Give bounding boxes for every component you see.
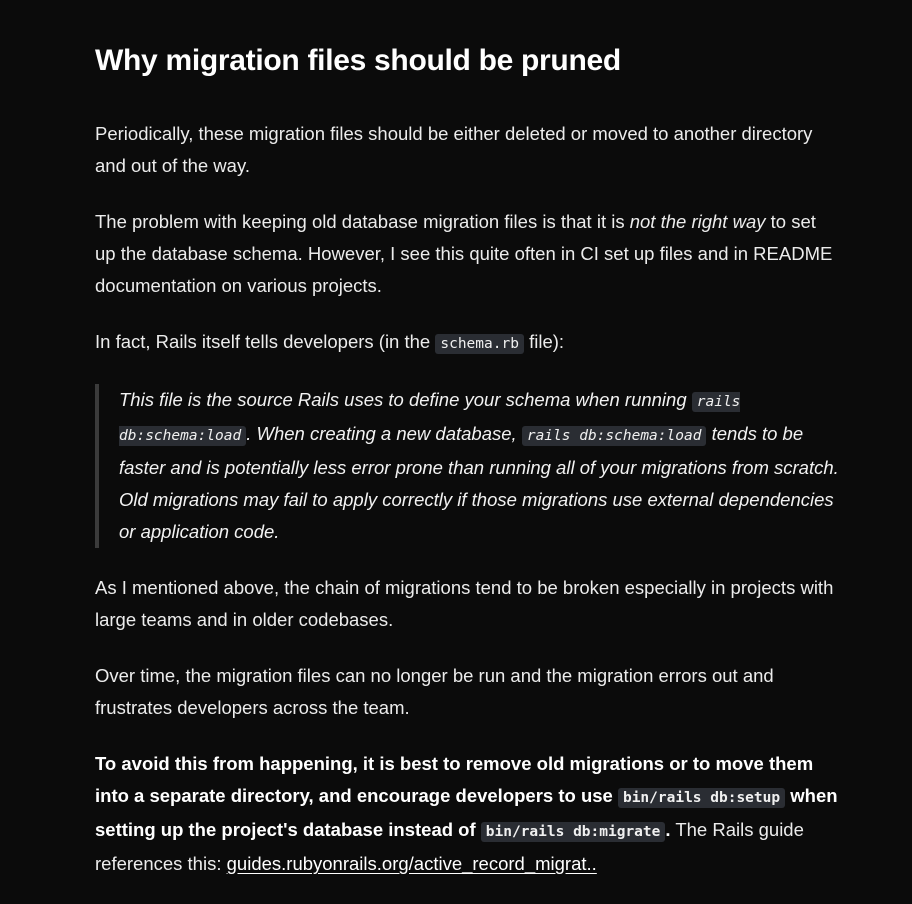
text: The Rails guide references this: [95, 819, 804, 874]
section-heading: Why migration files should be pruned [95, 44, 621, 77]
quote-text [119, 384, 840, 548]
text: when setting up the project's database instead of [95, 785, 838, 840]
text: . [665, 819, 671, 840]
paragraph-recommendation [95, 748, 840, 880]
paragraph-over-time: Over time, the migration files can no longer be run and the migration errors out and frustrates developers across the team. [95, 665, 774, 718]
text: tends to be faster and is potentially less error prone than running all of your migrations from scratch. Old migrations may fail to apply correctly if those migrations use external dependencies or application code. [119, 423, 839, 542]
text: To avoid this from happening, it is best to remove old migrations or to move them into a separate directory, and encourage developers to use [95, 753, 814, 806]
inline-code-db-setup: bin/rails db:setup [618, 788, 785, 808]
paragraph-periodically: Periodically, these migration files should be either deleted or moved to another directory and out of the way. [95, 123, 813, 176]
text: This file is the source Rails uses to define your schema when running [119, 389, 692, 410]
inline-code-db-migrate: bin/rails db:migrate [481, 822, 666, 842]
text: . When creating a new database, [246, 423, 522, 444]
article [95, 38, 840, 904]
inline-code-schema-rb: schema.rb [435, 334, 524, 354]
text: The problem with keeping old database migration files is that it is [95, 211, 630, 232]
rails-guide-link[interactable]: guides.rubyonrails.org/active_record_migrat.. [226, 853, 597, 874]
paragraph-rails-tells [95, 326, 840, 360]
blockquote [95, 384, 840, 548]
text: In fact, Rails itself tells developers (in the [95, 331, 436, 352]
inline-code-rails-schema-load: rails db:schema:load [522, 426, 707, 446]
inline-code-rails-schema-load: rails db:schema:load [119, 394, 741, 444]
text: file): [523, 331, 565, 352]
paragraph-problem [95, 206, 840, 302]
text: to set up the database schema. However, I see this quite often in CI set up files and in README documentation on various projects. [95, 211, 833, 296]
paragraph-chain-broken: As I mentioned above, the chain of migrations tend to be broken especially in projects with large teams and in older codebases. [95, 577, 834, 630]
emphasis-not-right-way: not the right way [629, 211, 766, 232]
